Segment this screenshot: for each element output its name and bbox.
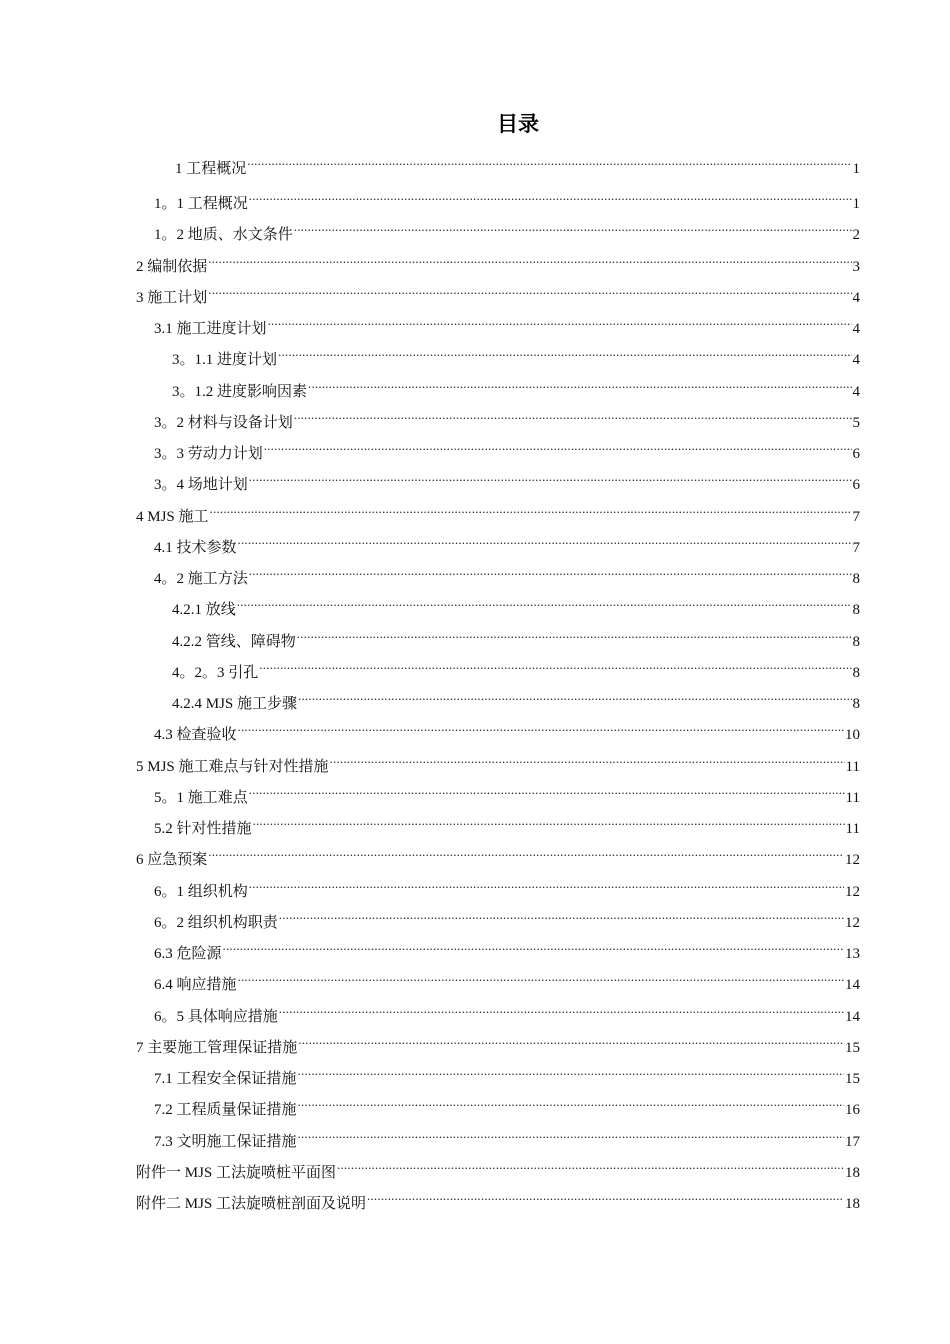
toc-entry-text: 4。2。3 引孔 — [172, 665, 259, 681]
toc-title: 目录 — [497, 112, 539, 136]
toc-leader-dots — [238, 965, 844, 989]
toc-entry-page: 14 — [845, 1009, 860, 1025]
toc-leader-dots — [249, 559, 852, 583]
toc-entry[interactable] — [172, 372, 860, 400]
toc-entry-text: 3。2 材料与设备计划 — [154, 415, 293, 431]
toc-entry-page: 15 — [845, 1071, 860, 1087]
toc-entry[interactable] — [172, 684, 860, 712]
toc-leader-dots — [297, 622, 852, 646]
toc-leader-dots — [249, 465, 852, 489]
toc-entry-page: 6 — [852, 446, 860, 462]
toc-entry-page: 11 — [845, 759, 860, 775]
toc-entry-text: 附件二 MJS 工法旋喷桩剖面及说明 — [136, 1196, 367, 1212]
toc-entry-page: 7 — [852, 540, 860, 556]
toc-entry-text: 7.1 工程安全保证措施 — [154, 1071, 297, 1087]
toc-entry-page: 16 — [845, 1102, 860, 1118]
toc-entry-text: 7.3 文明施工保证措施 — [154, 1134, 297, 1150]
toc-entry-text: 1。2 地质、水文条件 — [154, 227, 293, 243]
toc-entry[interactable] — [175, 149, 860, 177]
toc-leader-dots — [308, 372, 851, 396]
toc-entry-text: 3。1.2 进度影响因素 — [172, 384, 308, 400]
toc-leader-dots — [208, 840, 844, 864]
toc-entry-page: 8 — [852, 602, 860, 618]
toc-leader-dots — [298, 684, 851, 708]
toc-entry[interactable] — [154, 965, 860, 993]
toc-entry[interactable] — [154, 528, 860, 556]
toc-entry-page: 8 — [852, 571, 860, 587]
toc-entry-text: 7.2 工程质量保证措施 — [154, 1102, 297, 1118]
toc-leader-dots — [298, 1028, 844, 1052]
toc-leader-dots — [279, 997, 844, 1021]
toc-entry[interactable] — [154, 403, 860, 431]
toc-entry[interactable] — [136, 1153, 860, 1181]
toc-entry-text: 6.3 危险源 — [154, 946, 222, 962]
toc-entry-page: 1 — [852, 161, 860, 177]
toc-entry-text: 4.2.2 管线、障碍物 — [172, 634, 296, 650]
toc-entry[interactable] — [154, 872, 860, 900]
toc-entry-text: 3.1 施工进度计划 — [154, 321, 267, 337]
toc-entry[interactable] — [154, 184, 860, 212]
toc-entry-text: 3。1.1 进度计划 — [172, 352, 278, 368]
toc-entry-page: 18 — [845, 1196, 860, 1212]
toc-leader-dots — [249, 872, 844, 896]
toc-leader-dots — [298, 1059, 844, 1083]
toc-leader-dots — [238, 528, 852, 552]
toc-entry-page: 6 — [852, 477, 860, 493]
toc-leader-dots — [294, 215, 852, 239]
toc-leader-dots — [298, 1122, 844, 1146]
toc-entry-page: 8 — [852, 634, 860, 650]
toc-entry-page: 7 — [852, 509, 860, 525]
toc-entry[interactable] — [154, 778, 860, 806]
toc-entry-page: 18 — [845, 1165, 860, 1181]
toc-entry[interactable] — [136, 1184, 860, 1212]
toc-leader-dots — [264, 434, 852, 458]
toc-entry-text: 4.3 检查验收 — [154, 727, 237, 743]
toc-leader-dots — [294, 403, 852, 427]
toc-leader-dots — [223, 934, 844, 958]
toc-entry-page: 17 — [845, 1134, 860, 1150]
toc-entry-text: 7 主要施工管理保证措施 — [136, 1040, 298, 1056]
toc-entry[interactable] — [136, 747, 860, 775]
toc-entry[interactable] — [154, 934, 860, 962]
toc-leader-dots — [278, 340, 851, 364]
toc-entry-page: 1 — [852, 196, 860, 212]
toc-leader-dots — [268, 309, 852, 333]
toc-entry[interactable] — [172, 622, 860, 650]
toc-entry-text: 3。4 场地计划 — [154, 477, 248, 493]
toc-entry-text: 6。5 具体响应措施 — [154, 1009, 278, 1025]
toc-leader-dots — [249, 184, 852, 208]
toc-entry-text: 3。3 劳动力计划 — [154, 446, 263, 462]
toc-leader-dots — [279, 903, 844, 927]
toc-entry[interactable] — [154, 465, 860, 493]
toc-entry-page: 3 — [852, 259, 860, 275]
toc-entry-page: 8 — [852, 665, 860, 681]
toc-entry-page: 12 — [845, 852, 860, 868]
toc-leader-dots — [249, 778, 845, 802]
toc-entry[interactable] — [172, 590, 860, 618]
toc-entry-text: 4.2.4 MJS 施工步骤 — [172, 696, 298, 712]
toc-entry-page: 10 — [845, 727, 860, 743]
toc-entry[interactable] — [154, 559, 860, 587]
toc-entry-page: 5 — [852, 415, 860, 431]
toc-entry-text: 6.4 响应措施 — [154, 977, 237, 993]
toc-entry-page: 4 — [852, 321, 860, 337]
toc-entry[interactable] — [154, 715, 860, 743]
toc-leader-dots — [298, 1090, 844, 1114]
toc-entry-text: 5 MJS 施工难点与针对性措施 — [136, 759, 329, 775]
toc-leader-dots — [259, 653, 851, 677]
toc-leader-dots — [208, 278, 851, 302]
toc-entry[interactable] — [154, 997, 860, 1025]
toc-entry-page: 11 — [845, 790, 860, 806]
toc-leader-dots — [208, 247, 851, 271]
toc-leader-dots — [253, 809, 845, 833]
toc-entry-page: 4 — [852, 384, 860, 400]
toc-entry[interactable] — [154, 1090, 860, 1118]
toc-entry-text: 6。1 组织机构 — [154, 884, 248, 900]
toc-entry-text: 4。2 施工方法 — [154, 571, 248, 587]
toc-entry-page: 12 — [845, 884, 860, 900]
toc-leader-dots — [330, 747, 845, 771]
toc-entry-page: 2 — [852, 227, 860, 243]
toc-entry-text: 4.1 技术参数 — [154, 540, 237, 556]
toc-entry-text: 2 编制依据 — [136, 259, 208, 275]
toc-leader-dots — [247, 149, 851, 173]
toc-entry[interactable] — [154, 434, 860, 462]
toc-entry[interactable] — [136, 278, 860, 306]
toc-entry-page: 4 — [852, 290, 860, 306]
toc-entry[interactable] — [136, 1028, 860, 1056]
toc-entry-text: 1。1 工程概况 — [154, 196, 248, 212]
toc-leader-dots — [367, 1184, 844, 1208]
toc-leader-dots — [238, 715, 844, 739]
toc-entry[interactable] — [172, 340, 860, 368]
toc-leader-dots — [237, 590, 852, 614]
toc-entry-page: 13 — [845, 946, 860, 962]
toc-entry-text: 4.2.1 放线 — [172, 602, 236, 618]
toc-entry-page: 12 — [845, 915, 860, 931]
toc-entry[interactable] — [154, 1059, 860, 1087]
toc-entry-page: 8 — [852, 696, 860, 712]
toc-leader-dots — [337, 1153, 844, 1177]
toc-entry[interactable] — [136, 497, 860, 525]
toc-entry-text: 5。1 施工难点 — [154, 790, 248, 806]
toc-entry[interactable] — [136, 840, 860, 868]
toc-entry-page: 11 — [845, 821, 860, 837]
toc-entry[interactable] — [172, 653, 860, 681]
toc-entry-text: 4 MJS 施工 — [136, 509, 209, 525]
toc-entry-text: 6。2 组织机构职责 — [154, 915, 278, 931]
toc-leader-dots — [210, 497, 852, 521]
toc-entry[interactable] — [154, 903, 860, 931]
toc-entry-text: 1 工程概况 — [175, 161, 247, 177]
toc-entry[interactable] — [154, 215, 860, 243]
toc-entry[interactable] — [136, 247, 860, 275]
toc-entry-page: 15 — [845, 1040, 860, 1056]
toc-entry-page: 4 — [852, 352, 860, 368]
toc-entry-text: 3 施工计划 — [136, 290, 208, 306]
toc-entry-text: 附件一 MJS 工法旋喷桩平面图 — [136, 1165, 337, 1181]
toc-entry[interactable] — [154, 809, 860, 837]
toc-entry[interactable] — [154, 309, 860, 337]
toc-entry-text: 5.2 针对性措施 — [154, 821, 252, 837]
toc-entry[interactable] — [154, 1122, 860, 1150]
toc-entry-text: 6 应急预案 — [136, 852, 208, 868]
toc-entry-page: 14 — [845, 977, 860, 993]
